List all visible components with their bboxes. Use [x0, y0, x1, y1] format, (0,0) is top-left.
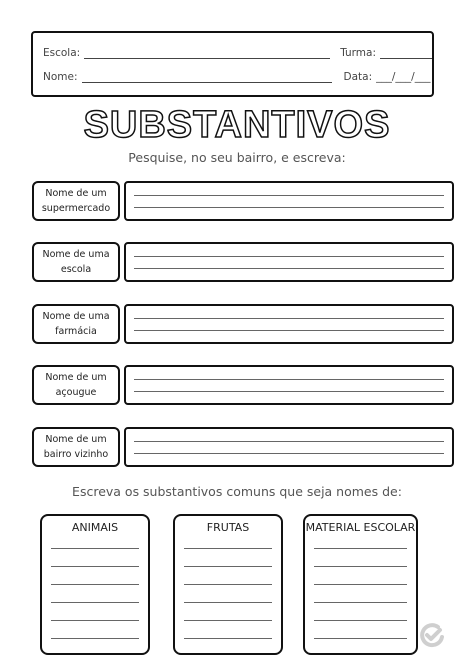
label-line: Nome de um	[45, 372, 107, 383]
label-line: supermercado	[41, 203, 111, 214]
answer-neighborhood[interactable]	[124, 427, 454, 467]
name-label: Nome:	[43, 71, 78, 83]
writing-line	[51, 620, 139, 621]
fruits-title: FRUTAS	[206, 521, 250, 534]
writing-line	[134, 207, 444, 208]
writing-line	[184, 584, 272, 585]
writing-line	[134, 453, 444, 454]
answer-supermarket[interactable]	[124, 181, 454, 221]
label-line: Nome de um	[45, 188, 107, 199]
writing-line	[51, 566, 139, 567]
school-supplies-title: MATERIAL ESCOLAR	[305, 521, 416, 534]
class-label: Turma:	[340, 47, 377, 59]
writing-line	[134, 318, 444, 319]
check-logo-icon	[418, 621, 446, 649]
school-row	[43, 47, 432, 59]
writing-line	[184, 620, 272, 621]
writing-line	[51, 584, 139, 585]
writing-line	[314, 602, 407, 603]
school-field[interactable]	[84, 48, 330, 59]
research-instruction: Pesquise, no seu bairro, e escreva:	[128, 150, 346, 165]
answer-pharmacy[interactable]	[124, 304, 454, 344]
student-info-box	[31, 31, 434, 97]
label-line: bairro vizinho	[43, 449, 109, 460]
label-supermarket	[32, 181, 120, 221]
date-field[interactable]: ___/___/___	[376, 71, 431, 83]
label-line: Nome de um	[45, 434, 107, 445]
writing-line	[134, 268, 444, 269]
writing-line	[51, 638, 139, 639]
writing-line	[134, 379, 444, 380]
writing-line	[314, 548, 407, 549]
writing-line	[184, 638, 272, 639]
school-label: Escola:	[43, 47, 81, 59]
writing-line	[134, 195, 444, 196]
label-line: açougue	[55, 387, 97, 398]
writing-line	[134, 441, 444, 442]
animals-title: ANIMAIS	[71, 521, 119, 534]
fruits-box[interactable]	[173, 514, 283, 655]
writing-line	[184, 602, 272, 603]
name-row	[43, 71, 430, 83]
writing-line	[51, 602, 139, 603]
answer-school[interactable]	[124, 242, 454, 282]
answer-butcher[interactable]	[124, 365, 454, 405]
date-label: Data:	[343, 71, 373, 83]
writing-line	[134, 391, 444, 392]
writing-line	[134, 256, 444, 257]
label-school	[32, 242, 120, 282]
label-line: escola	[60, 264, 92, 275]
writing-line	[184, 566, 272, 567]
name-field[interactable]	[82, 72, 332, 83]
label-line: Nome de uma	[42, 311, 110, 322]
page-title: SUBSTANTIVOS	[83, 104, 391, 146]
writing-line	[314, 620, 407, 621]
writing-line	[314, 638, 407, 639]
class-field[interactable]	[380, 48, 432, 59]
writing-line	[314, 566, 407, 567]
writing-line	[184, 548, 272, 549]
label-butcher	[32, 365, 120, 405]
label-pharmacy	[32, 304, 120, 344]
label-line: Nome de uma	[42, 249, 110, 260]
school-supplies-box[interactable]	[303, 514, 418, 655]
label-neighborhood	[32, 427, 120, 467]
label-line: farmácia	[55, 326, 97, 337]
writing-line	[314, 584, 407, 585]
writing-line	[51, 548, 139, 549]
writing-line	[134, 330, 444, 331]
animals-box[interactable]	[40, 514, 150, 655]
common-nouns-instruction: Escreva os substantivos comuns que seja nomes de:	[72, 484, 402, 499]
